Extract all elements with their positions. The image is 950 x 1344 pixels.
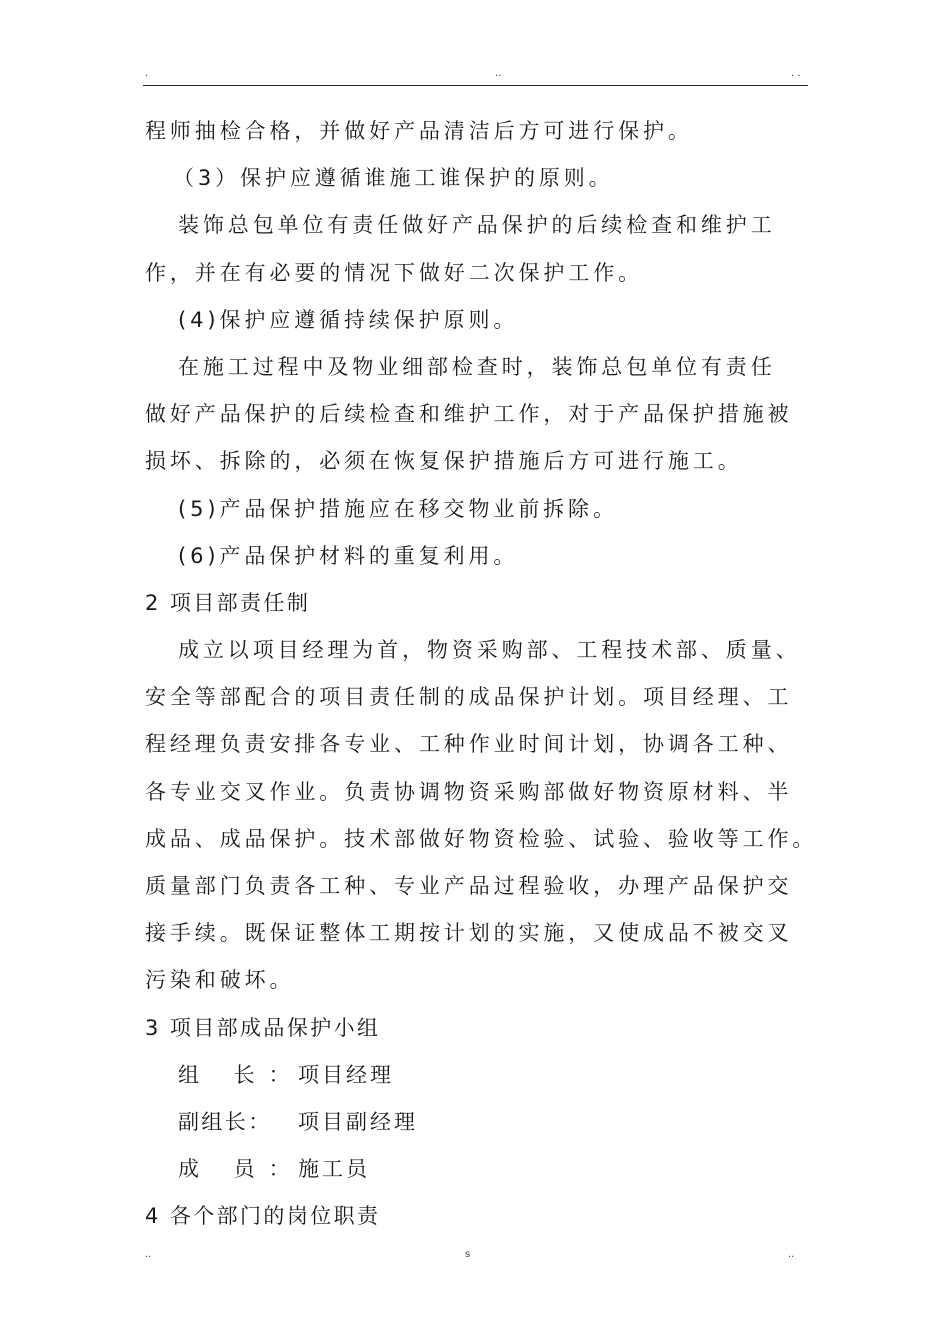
list-item-4: (4)保护应遵循持续保护原则。 — [178, 307, 519, 332]
header-center-mark: .. — [495, 68, 502, 79]
paragraph-line: 损坏、拆除的，必须在恢复保护措施后方可进行施工。 — [145, 449, 743, 474]
header-right-mark: . . — [791, 68, 801, 79]
paragraph-line: 各专业交叉作业。负责协调物资采购部做好物资原材料、半 — [145, 779, 793, 804]
paragraph-line: 接手续。既保证整体工期按计划的实施，又使成品不被交叉 — [145, 921, 793, 946]
paragraph-line: 装饰总包单位有责任做好产品保护的后续检查和维护工 — [178, 213, 776, 238]
paragraph-line: 污染和破坏。 — [145, 968, 295, 993]
header-rule — [143, 85, 808, 86]
paragraph-line: 作，并在有必要的情况下做好二次保护工作。 — [145, 260, 643, 285]
footer-page-mark: s — [465, 1249, 471, 1260]
role-label: 组 长： — [178, 1062, 304, 1087]
role-row-member — [145, 1146, 809, 1193]
page-header — [145, 68, 807, 82]
role-value: 项目副经理 — [298, 1109, 418, 1134]
paragraph-line: 安全等部配合的项目责任制的成品保护计划。项目经理、工 — [145, 685, 793, 710]
role-label: 副组长： — [178, 1109, 272, 1134]
paragraph-line: 做好产品保护的后续检查和维护工作，对于产品保护措施被 — [145, 402, 793, 427]
role-value: 施工员 — [298, 1157, 370, 1182]
role-row-leader — [145, 1052, 809, 1099]
paragraph-line: 程经理负责安排各专业、工种作业时间计划，协调各工种、 — [145, 732, 793, 757]
paragraph-line: 在施工过程中及物业细部检查时，装饰总包单位有责任 — [178, 354, 776, 379]
footer-right-mark: .. — [788, 1249, 795, 1260]
paragraph-line: 程师抽检合格，并做好产品清洁后方可进行保护。 — [145, 119, 693, 143]
section-heading-3: 3 项目部成品保护小组 — [145, 1015, 381, 1040]
document-body — [145, 108, 818, 1241]
list-item-6: (6)产品保护材料的重复利用。 — [178, 543, 519, 568]
header-left-mark: . — [145, 68, 149, 79]
section-heading-2: 2 项目部责任制 — [145, 590, 311, 615]
paragraph-line: 成立以项目经理为首，物资采购部、工程技术部、质量、 — [178, 638, 801, 663]
role-value: 项目经理 — [298, 1062, 394, 1087]
page-footer — [145, 1249, 807, 1263]
footer-left-mark: .. — [145, 1249, 152, 1260]
paragraph-line: 质量部门负责各工种、专业产品过程验收，办理产品保护交 — [145, 874, 793, 898]
list-item-3: （3）保护应遵循谁施工谁保护的原则。 — [173, 166, 614, 191]
role-row-deputy — [145, 1099, 809, 1146]
role-label: 成 员： — [178, 1157, 304, 1182]
section-heading-4: 4 各个部门的岗位职责 — [145, 1204, 381, 1229]
paragraph-line: 成品、成品保护。技术部做好物资检验、试验、验收等工作。 — [145, 826, 818, 851]
list-item-5: (5)产品保护措施应在移交物业前拆除。 — [178, 496, 618, 521]
